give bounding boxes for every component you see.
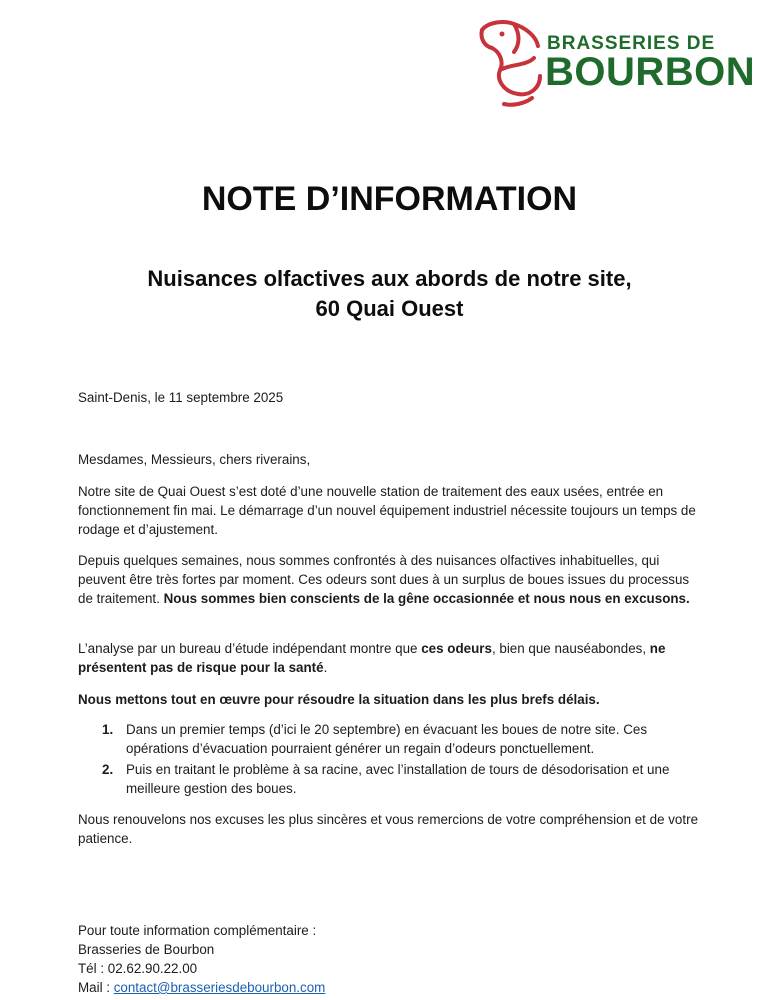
contact-email-link[interactable]: contact@brasseriesdebourbon.com [113,980,326,995]
analysis-text-c: . [323,660,328,675]
subtitle-line-1: Nuisances olfactives aux abords de notre site, [147,266,632,291]
footer-intro: Pour toute information complémentaire : [78,923,317,938]
paragraph-analysis [78,639,698,677]
action-list [78,720,698,800]
analysis-text-a: L’analyse par un bureau d’étude indépendant montre que [78,641,422,656]
list-item [78,760,698,798]
logo-text-bottom: BOURBON [545,50,756,94]
paragraph-commitment [78,690,698,709]
paragraph-station: Notre site de Quai Ouest s’est doté d’une nouvelle station de traitement des eaux usées, entrée en fonctionnement fin mai. Le démarrage d’un nouvel équipement industriel nécessite toujours un temps de rodage et d’ajustement. [78,484,696,537]
list-item [78,720,698,758]
footer-mail-label: Mail : [78,980,114,995]
paragraph-nuisances [78,551,698,608]
footer-mail-line [78,978,325,997]
contact-footer [78,921,325,997]
footer-phone: Tél : 02.62.90.22.00 [78,961,198,976]
logo-text-top: BRASSERIES DE [547,33,716,54]
paragraph-closing: Nous renouvelons nos excuses les plus sincères et vous remercions de votre compréhension et de votre patience. [78,812,699,846]
document-subtitle [0,264,779,324]
subtitle-line-2: 60 Quai Ouest [315,296,464,321]
analysis-bold-odeurs: ces odeurs [421,641,492,656]
list-item-number: 1. [102,722,114,737]
list-item-number: 2. [102,762,114,777]
list-item-text: Puis en traitant le problème à sa racine, avec l’installation de tours de désodorisation et une meilleure gestion des boues. [126,762,670,796]
list-item-text: Dans un premier temps (d’ici le 20 septembre) en évacuant les boues de notre site. Ces opérations d’évacuation pourraient générer un regain d’odeurs ponctuellement. [126,722,648,756]
company-logo [474,18,774,110]
analysis-bold-sante: ne présentent pas de risque pour la santé [78,641,666,675]
paragraph-nuisances-apology: Nous sommes bien conscients de la gêne occasionnée et nous nous en excusons. [163,591,690,606]
date-line: Saint-Denis, le 11 septembre 2025 [78,390,284,405]
dodo-bird-icon [474,18,544,110]
analysis-text-b: , bien que nauséabondes, [491,641,650,656]
paragraph-nuisances-text: Depuis quelques semaines, nous sommes confrontés à des nuisances olfactives inhabituelles, qui peuvent être très fortes par moment. Ces odeurs sont dues à un surplus de boues issues du processus de traitement. [78,553,690,606]
commitment-text: Nous mettons tout en œuvre pour résoudre la situation dans les plus brefs délais. [78,692,600,707]
footer-company: Brasseries de Bourbon [78,942,215,957]
document-title: NOTE D’INFORMATION [201,180,578,218]
salutation: Mesdames, Messieurs, chers riverains, [78,452,311,467]
